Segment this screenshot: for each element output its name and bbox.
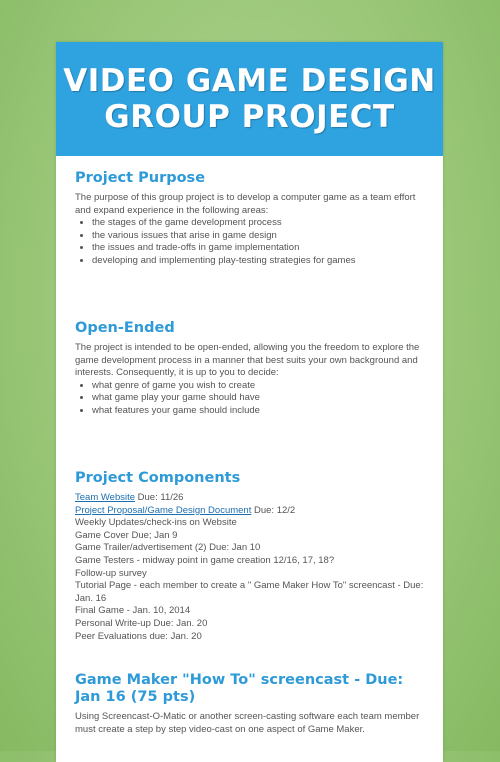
component-line: Tutorial Page - each member to create a " Game Maker How To" screencast - Due: Jan. 16 — [75, 580, 424, 604]
project-proposal-link[interactable]: Project Proposal/Game Design Document — [75, 504, 252, 516]
component-line: Game Cover Due; Jan 9 — [75, 529, 178, 541]
section-heading: Game Maker "How To" screencast - Due: Jan 16 (75 pts) — [75, 672, 404, 705]
list-item: • developing and implementing play-testing strategies for games — [92, 255, 424, 268]
component-line: Game Trailer/advertisement (2) Due: Jan 10 — [75, 542, 261, 554]
section-screencast — [75, 672, 424, 736]
section-heading: Project Components — [75, 470, 241, 486]
section-project-components — [75, 470, 424, 643]
list-item: • what genre of game you wish to create — [92, 380, 424, 393]
component-line: Weekly Updates/check-ins on Website — [75, 517, 237, 529]
section-intro: The project is intended to be open-ended, allowing you the freedom to explore the game development process in a manner that best suits your own background and interests. Consequently, it is up to you to decide: — [75, 342, 420, 379]
component-line — [75, 492, 424, 505]
list-item: • the stages of the game development process — [92, 217, 424, 230]
component-line: Follow-up survey — [75, 567, 147, 579]
section-project-purpose — [75, 170, 424, 268]
section-heading: Open-Ended — [75, 320, 175, 336]
component-line: Game Testers - midway point in game creation 12/16, 17, 18? — [75, 554, 335, 566]
list-item: • the issues and trade-offs in game implementation — [92, 242, 424, 255]
section-heading: Project Purpose — [75, 170, 206, 186]
list-item: • the various issues that arise in game design — [92, 230, 424, 243]
due-text: Due: 12/2 — [251, 504, 296, 516]
header-banner — [56, 42, 443, 156]
open-ended-list — [75, 380, 424, 418]
component-line: Final Game - Jan. 10, 2014 — [75, 605, 191, 617]
section-open-ended — [75, 320, 424, 418]
list-item: • what game play your game should have — [92, 392, 424, 405]
flyer-card — [56, 42, 443, 762]
due-text: Due: 11/26 — [135, 492, 184, 503]
component-line — [75, 505, 424, 518]
section-intro: The purpose of this group project is to develop a computer game as a team effort and expand experience in the following areas: — [75, 192, 416, 216]
component-line: Personal Write-up Due: Jan. 20 — [75, 617, 208, 629]
list-item: • what features your game should include — [92, 405, 424, 418]
team-website-link[interactable]: Team Website — [75, 492, 136, 503]
page-title: VIDEO GAME DESIGN GROUP PROJECT — [63, 63, 436, 135]
purpose-list — [75, 217, 424, 267]
section-text: Using Screencast-O-Matic or another screen-casting software each team member must create a step by step video-cast on one aspect of Game Maker. — [75, 711, 420, 735]
component-line: Peer Evaluations due: Jan. 20 — [75, 630, 202, 642]
